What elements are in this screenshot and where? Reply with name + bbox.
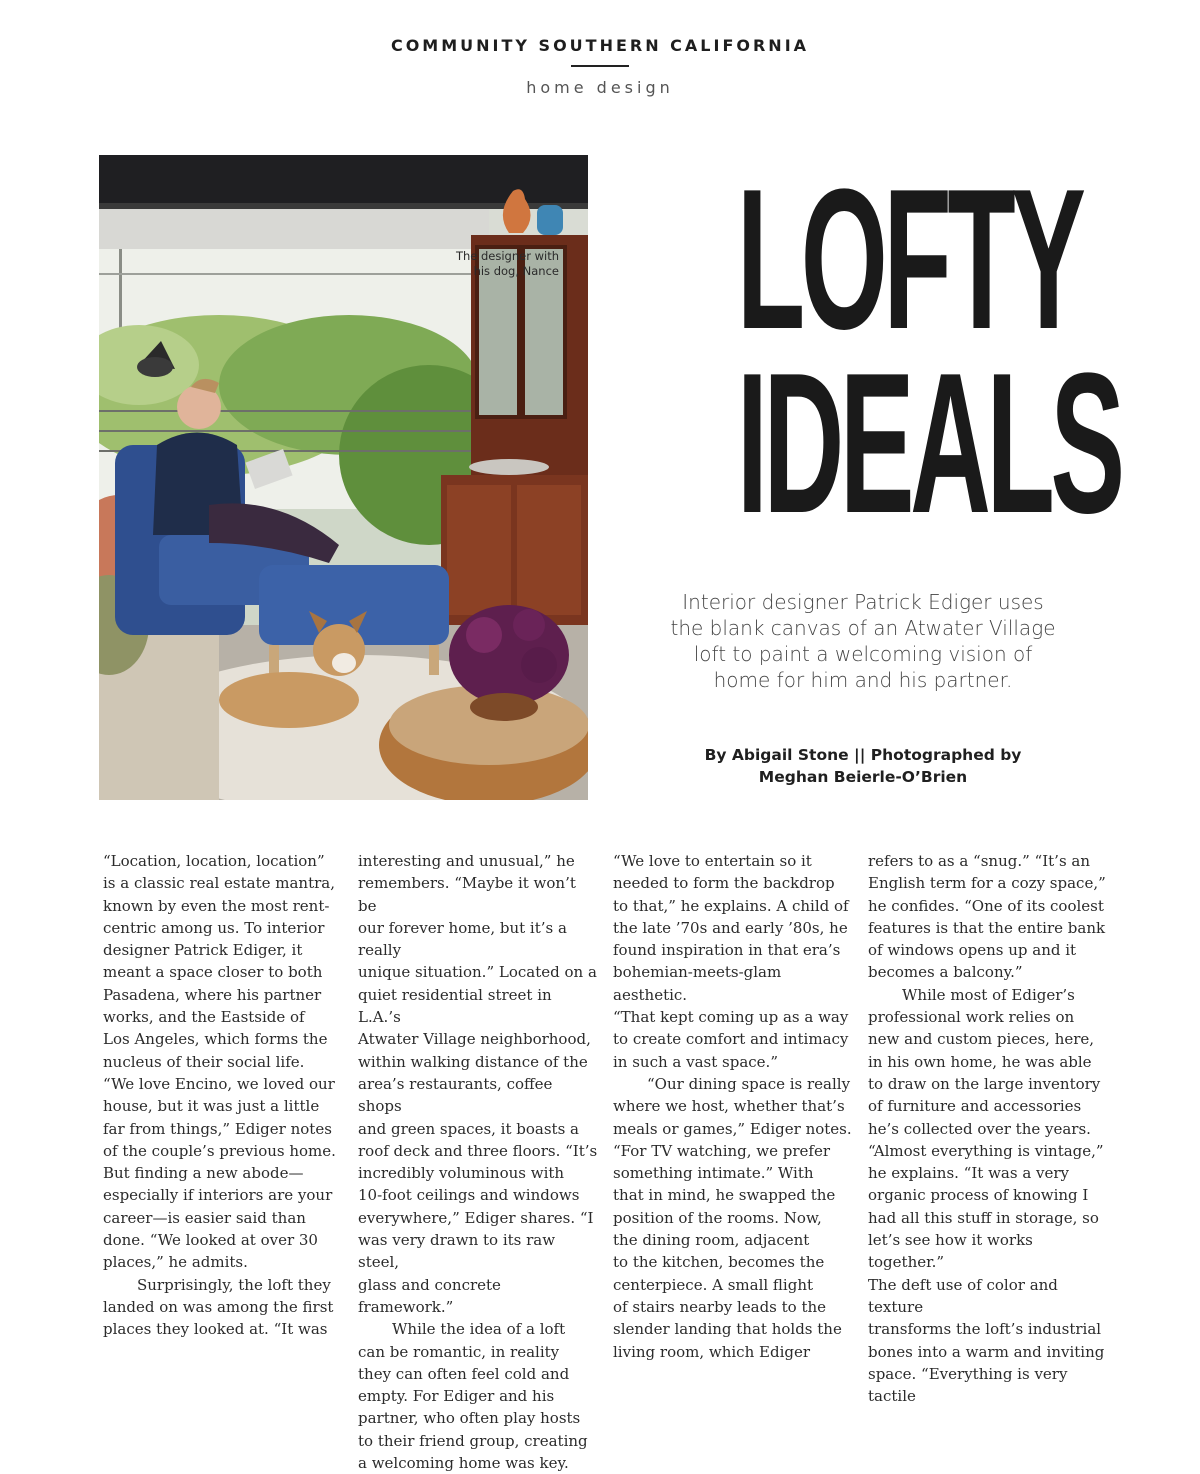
section-label: home design (526, 78, 674, 97)
paragraph: interesting and unusual,” he remembers. “Maybe it won’t be our forever home, but it’s a really unique situation.” Located on a quiet residential street in L.A.’s Atwater Village neighborhood, within walking distance of the area’s restaurants, coffee shops and green spaces, it boasts a roof deck and three floors. “It’s incredibly voluminous with 10-foot ceilings and windows everywhere,” Ediger shares. “I was very drawn to its raw steel, glass and concrete framework.” (358, 852, 598, 1316)
headline (640, 148, 1121, 555)
paragraph: Surprisingly, the loft they landed on was among the first places they looked at. “It was (103, 1275, 334, 1339)
masthead (0, 36, 1200, 97)
paragraph: “Location, location, location” is a classic real estate mantra, known by even the most rent- centric among us. To interior designer Patrick Ediger, it meant a space closer to both Pasadena, where his partner works, and the Eastside of Los Angeles, which forms the nucleus of their social life. “We love Encino, we loved our house, but it was just a little far from things,” Ediger notes of the couple’s previous home. But finding a new abode— especially if interiors are your career—is easier said than done. “We looked at over 30 places,” he admits. (103, 852, 336, 1272)
paragraph: refers to as a “snug.” “It’s an English term for a cozy space,” he confides. “One of its coolest features is that the entire bank of windows opens up and it becomes a balcony.” (868, 852, 1106, 982)
article-column-2 (358, 850, 598, 1474)
paragraph: “We love to entertain so it needed to form the backdrop to that,” he explains. A child of the late ’70s and early ’80s, he found inspiration in that era’s bohemian-meets-glam aesthetic. “That kept coming up as a way to create comfort and intimacy in such a vast space.” (613, 852, 849, 1071)
magazine-title: COMMUNITY SOUTHERN CALIFORNIA (390, 36, 810, 55)
headline-line-2: IDEALS (736, 332, 1121, 555)
article-column-4 (868, 850, 1108, 1407)
byline (668, 744, 1058, 788)
article-column-3 (613, 850, 853, 1363)
masthead-rule (571, 65, 629, 67)
paragraph: While most of Ediger’s professional work relies on new and custom pieces, here, in his own home, he was able to draw on the large inventory of furniture and accessories he’s collected over the years. “Almost everything is vintage,” he explains. “It was a very organic process of knowing I had all this stuff in storage, so let’s see how it works together.” The deft use of color and texture transforms the loft’s industrial bones into a warm and inviting space. “Everything is very tactile (868, 985, 1105, 1406)
byline-line-2: Meghan Beierle-O’Brien (758, 768, 968, 786)
caption-line-1: The designer with (455, 249, 559, 263)
photo-caption (399, 249, 559, 279)
byline-line-1: By Abigail Stone || Photographed by (704, 746, 1022, 764)
headline-line-1: LOFTY (736, 148, 1082, 371)
caption-line-2: his dog, Nance (473, 264, 559, 278)
paragraph: While the idea of a loft can be romantic, in reality they can often feel cold and empty. For Ediger and his partner, who often play hosts to their friend group, creating a welcoming home was key. (358, 1320, 588, 1473)
article-column-1 (103, 850, 343, 1341)
feature-photo (99, 155, 588, 800)
dek: Interior designer Patrick Ediger uses the blank canvas of an Atwater Village loft to paint a welcoming vision of home for him and his partner. (670, 590, 1056, 692)
paragraph: “Our dining space is really where we host, whether that’s meals or games,” Ediger notes. “For TV watching, we prefer something intimate.” With that in mind, he swapped the position of the rooms. Now, the dining room, adjacent to the kitchen, becomes the centerpiece. A small flight of stairs nearby leads to the slender landing that holds the living room, which Ediger (613, 1074, 852, 1361)
